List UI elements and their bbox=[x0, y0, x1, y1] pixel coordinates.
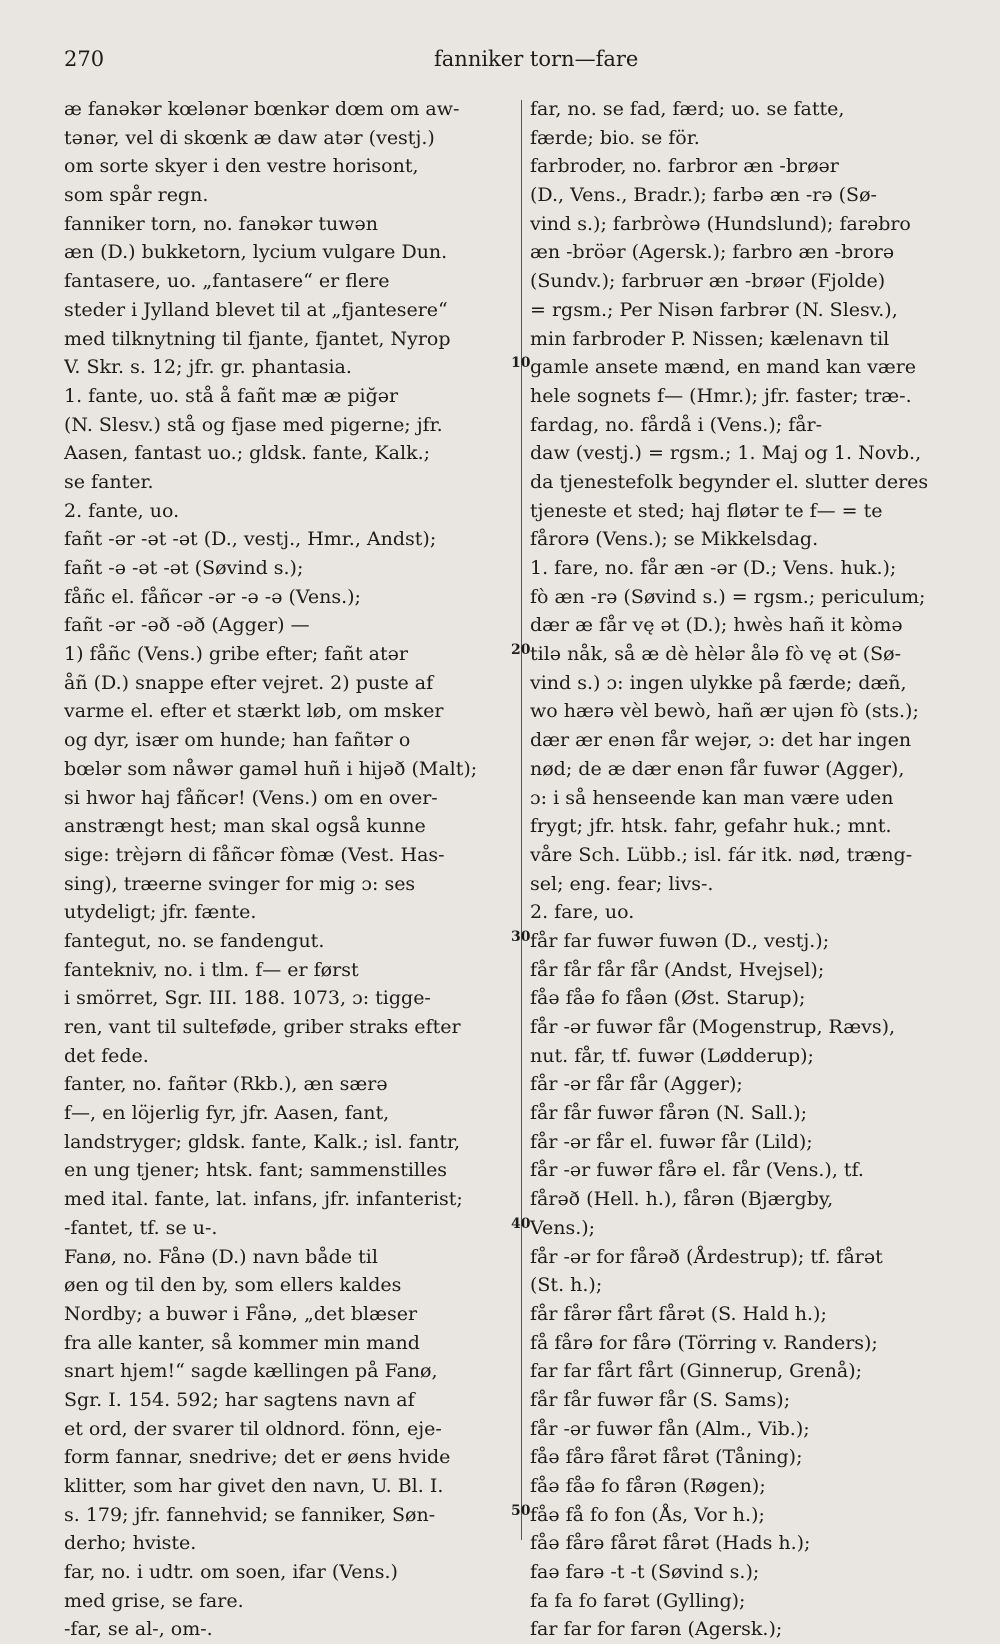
text-line: får -ər får el. fuwər får (Lild); bbox=[530, 1130, 813, 1153]
text-line: s. 179; jfr. fannehvid; se fanniker, Søn- bbox=[64, 1503, 436, 1526]
text-line: fa fa fo farət (Gylling); bbox=[530, 1589, 746, 1612]
text-line: åñ (D.) snappe efter vejret. 2) puste af bbox=[64, 671, 434, 694]
text-line: bœlər som nåwər gaməl huñ i hiјəð (Malt); bbox=[64, 757, 478, 780]
text-line: 2. fare, uo. bbox=[530, 901, 635, 924]
text-line: fantekniv, no. i tlm. f— er først bbox=[64, 958, 359, 981]
text-line: klitter, som har givet den navn, U. Bl. I. bbox=[64, 1475, 444, 1497]
text-line: får får fuwər fårən (N. Sall.); bbox=[530, 1102, 808, 1125]
text-line: æ fanəkər kœlənər bœnkər dœm om aw- bbox=[64, 98, 460, 120]
text-line: (Sundv.); farbruər æn -brøər (Fjolde) bbox=[530, 270, 886, 293]
text-line: frygt; jfr. htsk. fahr, gefahr huk.; mnt. bbox=[530, 815, 892, 838]
text-line: æn (D.) bukketorn, lycium vulgare Dun. bbox=[64, 241, 448, 264]
text-line: får får får får (Andst, Hvejsel); bbox=[530, 958, 825, 981]
text-line: en ung tjener; htsk. fant; sammenstilles bbox=[64, 1159, 448, 1182]
text-line: far far for farən (Agersk.); bbox=[530, 1618, 783, 1641]
text-line: fårorə (Vens.); se Mikkelsdag. bbox=[530, 528, 819, 551]
text-line: da tjenestefolk begynder el. slutter deres bbox=[530, 470, 929, 493]
text-line: æn -bröər (Agersk.); farbro æn -brorə bbox=[530, 241, 895, 264]
text-line: får -ər fuwər får (Mogenstrup, Rævs), bbox=[530, 1016, 896, 1038]
line-number: 30 bbox=[511, 929, 531, 945]
text-line: færde; bio. se för. bbox=[530, 126, 700, 149]
text-line: ɔ: i så henseende kan man være uden bbox=[530, 786, 894, 809]
text-line: dær ær enən får wejər, ɔ: det har ingen bbox=[530, 729, 912, 752]
text-line: Aasen, fantast uo.; gldsk. fante, Kalk.; bbox=[64, 442, 431, 465]
text-line: i smörret, Sgr. III. 188. 1073, ɔ: tigge- bbox=[64, 987, 431, 1010]
line-number: 10 bbox=[511, 355, 531, 371]
text-line: Fanø, no. Fånə (D.) navn både til bbox=[64, 1245, 378, 1268]
text-line: fra alle kanter, så kommer min mand bbox=[64, 1331, 420, 1354]
text-line: gamle ansete mænd, en mand kan være bbox=[530, 356, 917, 379]
line-number: 20 bbox=[511, 642, 531, 658]
text-line: (N. Slesv.) stå og fjase med pigerne; jfr. bbox=[64, 413, 443, 436]
running-title: fanniker torn—fare bbox=[434, 47, 639, 71]
text-line: får far fuwər fuwən (D., vestj.); bbox=[530, 929, 830, 952]
text-line: få fårə for fårə (Törring v. Randers); bbox=[530, 1331, 878, 1354]
text-line: f—, en löjerlig fyr, jfr. Aasen, fant, bbox=[64, 1102, 390, 1125]
text-line: far, no. i udtr. om soen, ifar (Vens.) bbox=[64, 1561, 398, 1584]
text-line: varme el. efter et stærkt løb, om msker bbox=[64, 700, 444, 723]
text-line: utydeligt; jfr. fænte. bbox=[64, 901, 257, 924]
text-line: fåə fåə fo fåən (Øst. Starup); bbox=[530, 987, 806, 1010]
text-line: tənər, vel di skœnk æ daw atər (vestj.) bbox=[64, 126, 435, 149]
text-line: sige: trèјərn di fåñcər fòmæ (Vest. Has- bbox=[64, 843, 445, 866]
text-line: fåə fårə fårət fårət (Tåning); bbox=[530, 1446, 803, 1469]
text-line: med grise, se fare. bbox=[64, 1589, 244, 1612]
text-line: fåñc el. fåñcər -ər -ə -ə (Vens.); bbox=[64, 585, 361, 608]
text-line: fantegut, no. se fandengut. bbox=[64, 929, 325, 952]
text-line: ren, vant til sulteføde, griber straks efter bbox=[64, 1016, 461, 1038]
text-line: fåə fårə fårət fårət (Hads h.); bbox=[530, 1532, 811, 1555]
text-line: fañt -ər -ət -ət (D., vestj., Hmr., Andst); bbox=[64, 528, 437, 551]
text-line: tilə nåk, så æ dè hèlər ålə fò vę ət (Sø- bbox=[530, 643, 902, 666]
text-line: steder i Jylland blevet til at „fjantesere“ bbox=[64, 298, 448, 321]
text-line: fardag, no. fårdå i (Vens.); får- bbox=[530, 413, 823, 436]
column-divider bbox=[521, 100, 522, 1540]
text-line: 1. fare, no. får æn -ər (D.; Vens. huk.); bbox=[530, 557, 897, 579]
text-line: (D., Vens., Bradr.); farbə æn -rə (Sø- bbox=[530, 184, 877, 207]
text-line: daw (vestj.) = rgsm.; 1. Maj og 1. Novb., bbox=[530, 442, 922, 465]
text-line: V. Skr. s. 12; jfr. gr. phantasia. bbox=[64, 356, 352, 379]
text-line: landstryger; gldsk. fante, Kalk.; isl. fantr, bbox=[64, 1130, 461, 1153]
text-line: min farbroder P. Nissen; kælenavn til bbox=[530, 327, 890, 350]
text-line: derho; hviste. bbox=[64, 1532, 197, 1555]
left-column bbox=[64, 95, 514, 1644]
text-line: sing), træerne svinger for mig ɔ: ses bbox=[64, 872, 416, 895]
text-line: med tilknytning til fjante, fjantet, Nyrop bbox=[64, 327, 451, 350]
text-line: og dyr, især om hunde; han fañtər o bbox=[64, 729, 411, 752]
text-line: nød; de æ dær enən får fuwər (Agger), bbox=[530, 757, 905, 780]
text-line: wo hærə vèl bewò, hañ ær ujən fò (sts.); bbox=[530, 700, 919, 723]
text-line: -fantet, tf. se u-. bbox=[64, 1216, 218, 1239]
text-line: snart hjem!“ sagde kællingen på Fanø, bbox=[64, 1360, 438, 1383]
text-line: Vens.); bbox=[530, 1216, 596, 1239]
text-line: får får fuwər får (S. Sams); bbox=[530, 1388, 791, 1411]
text-line: far, no. se fad, færd; uo. se fatte, bbox=[530, 98, 845, 120]
text-line: form fannar, snedrive; det er øens hvide bbox=[64, 1446, 451, 1469]
page-header bbox=[64, 47, 960, 79]
text-line: får -ər for fårəð (Årdestrup); tf. fårət bbox=[530, 1245, 883, 1268]
text-line: med ital. fante, lat. infans, jfr. infanterist; bbox=[64, 1188, 463, 1211]
text-line: får -ər fuwər fårə el. får (Vens.), tf. bbox=[530, 1159, 864, 1182]
text-line: et ord, der svarer til oldnord. fönn, eje- bbox=[64, 1417, 442, 1440]
text-line: får fårər fårt fårət (S. Hald h.); bbox=[530, 1302, 827, 1325]
text-line: Nordby; a buwər i Fånə, „det blæser bbox=[64, 1302, 418, 1325]
text-line: vind s.); farbròwə (Hundslund); farəbro bbox=[530, 212, 911, 235]
text-line: fantasere, uo. „fantasere“ er flere bbox=[64, 270, 390, 293]
text-line: fårəð (Hell. h.), fårən (Bjærgby, bbox=[530, 1188, 834, 1211]
text-line: det fede. bbox=[64, 1044, 149, 1067]
text-line: Sgr. I. 154. 592; har sagtens navn af bbox=[64, 1388, 415, 1411]
line-number: 40 bbox=[511, 1216, 531, 1232]
text-line: får -ər fuwər fån (Alm., Vib.); bbox=[530, 1417, 810, 1440]
text-line: tjeneste et sted; haj fløtər te f— = te bbox=[530, 499, 883, 522]
text-line: får -ər får får (Agger); bbox=[530, 1073, 743, 1096]
text-line: si hwor haj fåñcər! (Vens.) om en over- bbox=[64, 786, 438, 809]
text-line: fanniker torn, no. fanəkər tuwən bbox=[64, 212, 379, 235]
text-line: fåə få fo fon (Ås, Vor h.); bbox=[530, 1503, 765, 1526]
text-line: = rgsm.; Per Nisən farbrər (N. Slesv.), bbox=[530, 298, 898, 321]
text-line: nut. får, tf. fuwər (Lødderup); bbox=[530, 1044, 814, 1067]
text-line: se fanter. bbox=[64, 470, 154, 493]
text-line: farbroder, no. farbror æn -brøər bbox=[530, 155, 839, 178]
text-line: 2. fante, uo. bbox=[64, 499, 180, 522]
text-line: fañt -ə -ət -ət (Søvind s.); bbox=[64, 557, 304, 579]
text-line: faə farə -t -t (Søvind s.); bbox=[530, 1561, 760, 1584]
text-line: vind s.) ɔ: ingen ulykke på færde; dæñ, bbox=[530, 671, 907, 694]
text-line: våre Sch. Lübb.; isl. fár itk. nød, træng- bbox=[530, 843, 913, 866]
text-line: hele sognets f— (Hmr.); jfr. faster; træ-. bbox=[530, 384, 912, 407]
text-line: fanter, no. fañtər (Rkb.), æn særə bbox=[64, 1073, 388, 1096]
text-line: dær æ får vę ət (D.); hwès hañ it kòmə bbox=[530, 614, 903, 637]
right-column bbox=[530, 95, 976, 1644]
page-number: 270 bbox=[64, 47, 105, 71]
text-line: øen og til den by, som ellers kaldes bbox=[64, 1274, 402, 1297]
text-line: sel; eng. fear; livs-. bbox=[530, 872, 714, 895]
text-line: 1) fåñc (Vens.) gribe efter; fañt atər bbox=[64, 643, 408, 666]
text-line: fåə fåə fo fårən (Røgen); bbox=[530, 1475, 766, 1497]
text-line: fò æn -rə (Søvind s.) = rgsm.; periculum; bbox=[530, 585, 926, 608]
text-line: -far, se al-, om-. bbox=[64, 1618, 213, 1641]
text-line: anstrængt hest; man skal også kunne bbox=[64, 815, 426, 838]
text-line: fañt -ər -əð -əð (Agger) — bbox=[64, 614, 310, 637]
text-line: som spår regn. bbox=[64, 184, 209, 207]
text-line: 1. fante, uo. stå å fañt mæ æ piğər bbox=[64, 384, 399, 407]
text-line: far far fårt fårt (Ginnerup, Grenå); bbox=[530, 1360, 863, 1383]
text-line: om sorte skyer i den vestre horisont, bbox=[64, 155, 419, 178]
text-line: (St. h.); bbox=[530, 1274, 603, 1297]
line-number: 50 bbox=[511, 1503, 531, 1519]
